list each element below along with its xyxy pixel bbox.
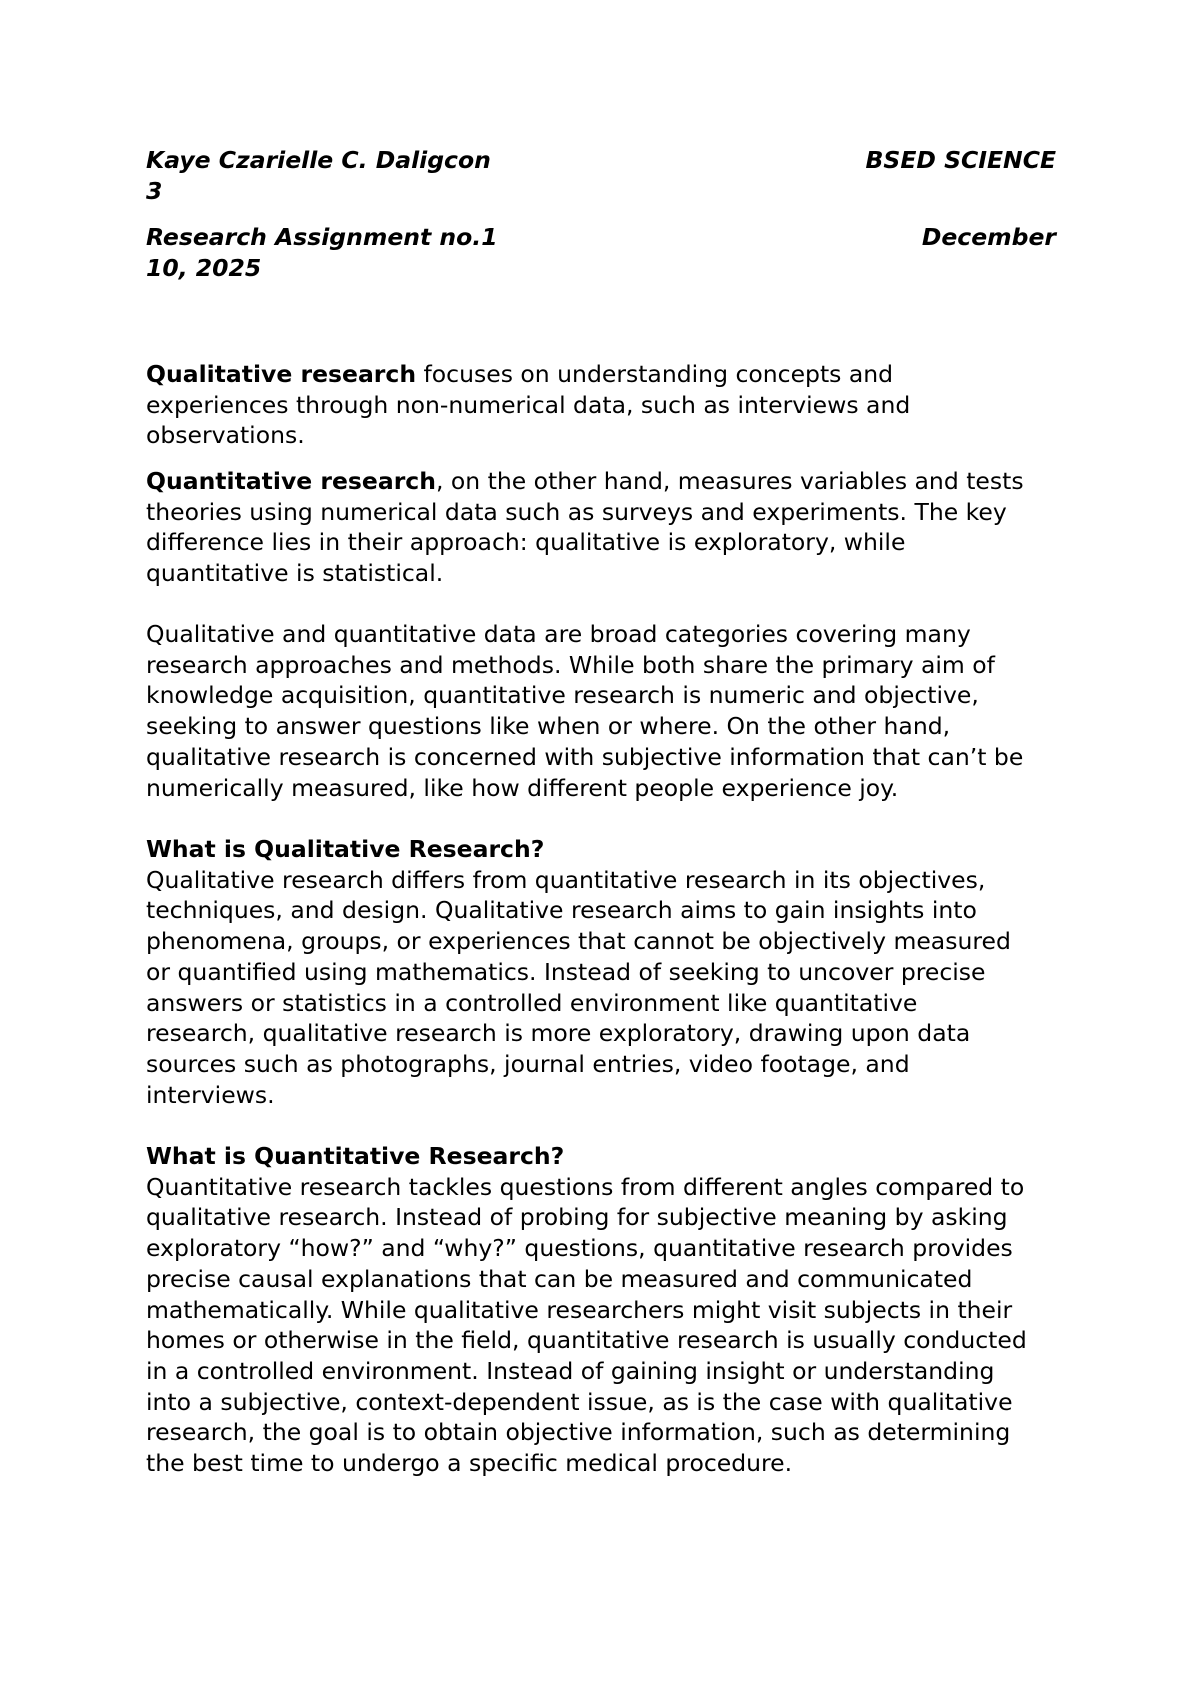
- paragraph-line: techniques, and design. Qualitative research aims to gain insights into: [146, 896, 977, 925]
- paragraph-line: research, the goal is to obtain objective information, such as determining: [146, 1418, 1011, 1447]
- paragraph-line: the best time to undergo a specific medical procedure.: [146, 1449, 793, 1478]
- paragraph-quantitative-intro: [146, 466, 1066, 589]
- paragraph-line: research approaches and methods. While both share the primary aim of: [146, 650, 995, 679]
- paragraph-line: exploratory “how?” and “why?” questions, quantitative research provides: [146, 1234, 1013, 1263]
- paragraph-line: observations.: [146, 421, 305, 450]
- paragraph-line: Qualitative research differs from quantitative research in its objectives,: [146, 865, 986, 894]
- paragraph-line: in a controlled environment. Instead of gaining insight or understanding: [146, 1356, 995, 1385]
- program-label-wrap: 3: [146, 176, 163, 205]
- assignment-title: Research Assignment no.1: [146, 223, 498, 251]
- section-qualitative: [146, 834, 1066, 1110]
- assignment-date-wrap: 10, 2025: [146, 253, 262, 282]
- paragraph-line: theories using numerical data such as surveys and experiments. The key: [146, 497, 1007, 526]
- section-heading-quantitative: What is Quantitative Research?: [146, 1142, 565, 1170]
- paragraph-line: qualitative research is concerned with subjective information that can’t be: [146, 742, 1024, 771]
- paragraph-line: precise causal explanations that can be measured and communicated: [146, 1264, 973, 1293]
- paragraph-line: sources such as photographs, journal entries, video footage, and: [146, 1049, 910, 1078]
- paragraph-line: experiences through non-numerical data, such as interviews and: [146, 390, 911, 419]
- quantitative-term: Quantitative research: [146, 467, 436, 495]
- qualitative-term: Qualitative research: [146, 360, 417, 388]
- paragraph-line: quantitative is statistical.: [146, 559, 444, 588]
- paragraph-line: numerically measured, like how different people experience joy.: [146, 773, 899, 802]
- program-label: BSED SCIENCE: [865, 146, 1056, 174]
- section-quantitative: [146, 1141, 1066, 1479]
- paragraph-line: research, qualitative research is more exploratory, drawing upon data: [146, 1019, 971, 1048]
- paragraph-comparison: [146, 619, 1066, 803]
- section-heading-qualitative: What is Qualitative Research?: [146, 835, 545, 863]
- paragraph-line: knowledge acquisition, quantitative research is numeric and objective,: [146, 681, 979, 710]
- paragraph-line: qualitative research. Instead of probing for subjective meaning by asking: [146, 1203, 1008, 1232]
- paragraph-line: [146, 466, 1066, 497]
- paragraph-qualitative-intro: [146, 359, 1066, 451]
- header-assignment-line: [146, 222, 1056, 282]
- paragraph-line: phenomena, groups, or experiences that cannot be objectively measured: [146, 927, 1011, 956]
- paragraph-line: Qualitative and quantitative data are broad categories covering many: [146, 620, 971, 648]
- paragraph-line: mathematically. While qualitative researchers might visit subjects in their: [146, 1295, 1013, 1324]
- paragraph-line: difference lies in their approach: qualitative is exploratory, while: [146, 528, 906, 557]
- paragraph-line: interviews.: [146, 1080, 275, 1109]
- paragraph-line: or quantified using mathematics. Instead of seeking to uncover precise: [146, 957, 986, 986]
- paragraph-line: into a subjective, context-dependent issue, as is the case with qualitative: [146, 1387, 1013, 1416]
- paragraph-line: answers or statistics in a controlled environment like quantitative: [146, 988, 918, 1017]
- header-name-line: [146, 145, 1056, 205]
- paragraph-text: focuses on understanding concepts and: [416, 360, 894, 388]
- paragraph-text: , on the other hand, measures variables and tests: [435, 467, 1024, 495]
- paragraph-line: [146, 359, 1066, 390]
- paragraph-line: Quantitative research tackles questions from different angles compared to: [146, 1172, 1025, 1201]
- paragraph-line: homes or otherwise in the field, quantitative research is usually conducted: [146, 1326, 1027, 1355]
- paragraph-line: seeking to answer questions like when or where. On the other hand,: [146, 712, 951, 741]
- assignment-date: December: [921, 223, 1056, 251]
- author-name: Kaye Czarielle C. Daligcon: [146, 146, 491, 174]
